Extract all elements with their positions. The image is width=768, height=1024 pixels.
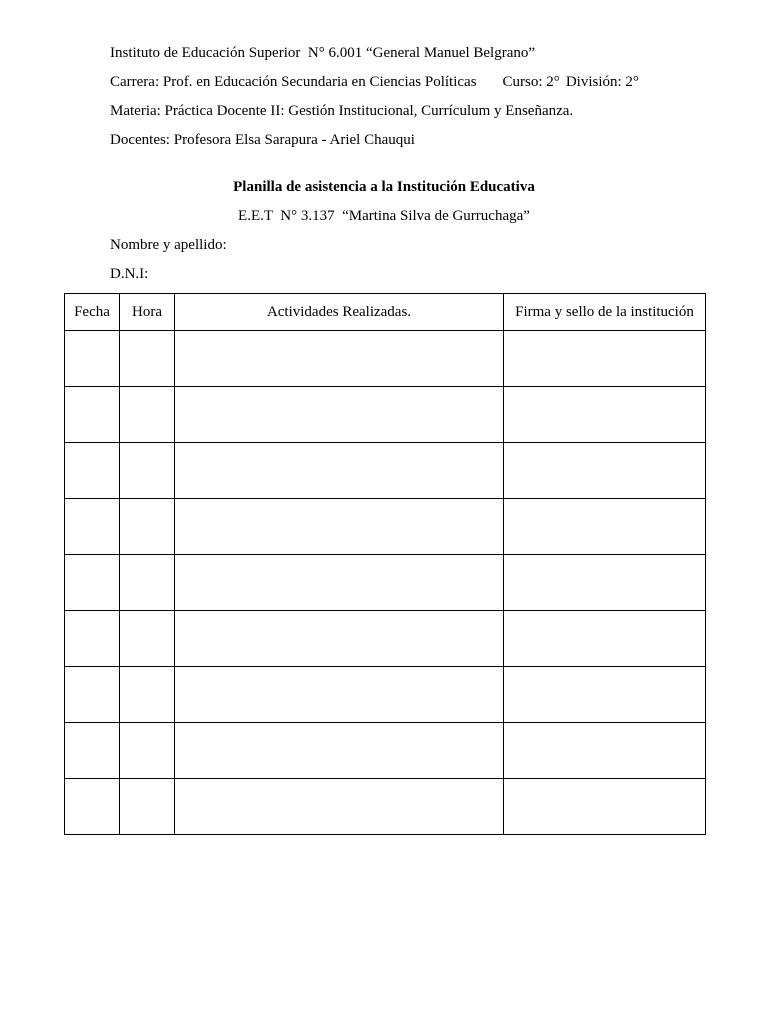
date-cell [65,779,120,835]
table-body [65,331,706,835]
table-row [65,779,706,835]
activities-cell [175,667,504,723]
date-cell [65,331,120,387]
activities-cell [175,499,504,555]
activities-cell [175,723,504,779]
dni-label: D.N.I: [110,266,149,282]
signature-cell [504,499,706,555]
institute-line: Instituto de Educación Superior N° 6.001 “General Manuel Belgrano” [110,45,536,61]
time-cell [120,555,175,611]
column-header-time: Hora [120,294,175,331]
time-cell [120,667,175,723]
table-row [65,723,706,779]
time-cell [120,499,175,555]
table-row [65,387,706,443]
activities-cell [175,779,504,835]
activities-cell [175,387,504,443]
signature-cell [504,667,706,723]
subject-line: Materia: Práctica Docente II: Gestión Institucional, Currículum y Enseñanza. [110,103,574,119]
table-row [65,667,706,723]
activities-cell [175,443,504,499]
column-header-signature: Firma y sello de la institución [504,294,706,331]
attendance-table [64,293,706,835]
course-text: Curso: 2° [502,74,560,90]
column-header-activities: Actividades Realizadas. [175,294,504,331]
signature-cell [504,555,706,611]
signature-cell [504,723,706,779]
signature-cell [504,443,706,499]
activities-cell [175,555,504,611]
signature-cell [504,779,706,835]
school-name: E.E.T N° 3.137 “Martina Silva de Gurruchaga” [238,208,530,224]
form-title: Planilla de asistencia a la Institución Educativa [233,179,535,195]
career-line [110,73,639,91]
date-cell [65,499,120,555]
division-text: División: 2° [565,74,639,90]
table-row [65,331,706,387]
signature-cell [504,611,706,667]
time-cell [120,387,175,443]
teachers-line: Docentes: Profesora Elsa Sarapura - Ariel Chauqui [110,132,415,148]
date-cell [65,667,120,723]
table-row [65,499,706,555]
table-header-row [65,294,706,331]
time-cell [120,723,175,779]
career-text: Carrera: Prof. en Educación Secundaria en Ciencias Políticas [110,74,477,90]
date-cell [65,723,120,779]
table-row [65,611,706,667]
time-cell [120,611,175,667]
activities-cell [175,611,504,667]
date-cell [65,555,120,611]
date-cell [65,443,120,499]
table-row [65,555,706,611]
name-label: Nombre y apellido: [110,237,227,253]
time-cell [120,779,175,835]
table-row [65,443,706,499]
activities-cell [175,331,504,387]
signature-cell [504,331,706,387]
date-cell [65,611,120,667]
column-header-date: Fecha [65,294,120,331]
signature-cell [504,387,706,443]
time-cell [120,443,175,499]
date-cell [65,387,120,443]
time-cell [120,331,175,387]
